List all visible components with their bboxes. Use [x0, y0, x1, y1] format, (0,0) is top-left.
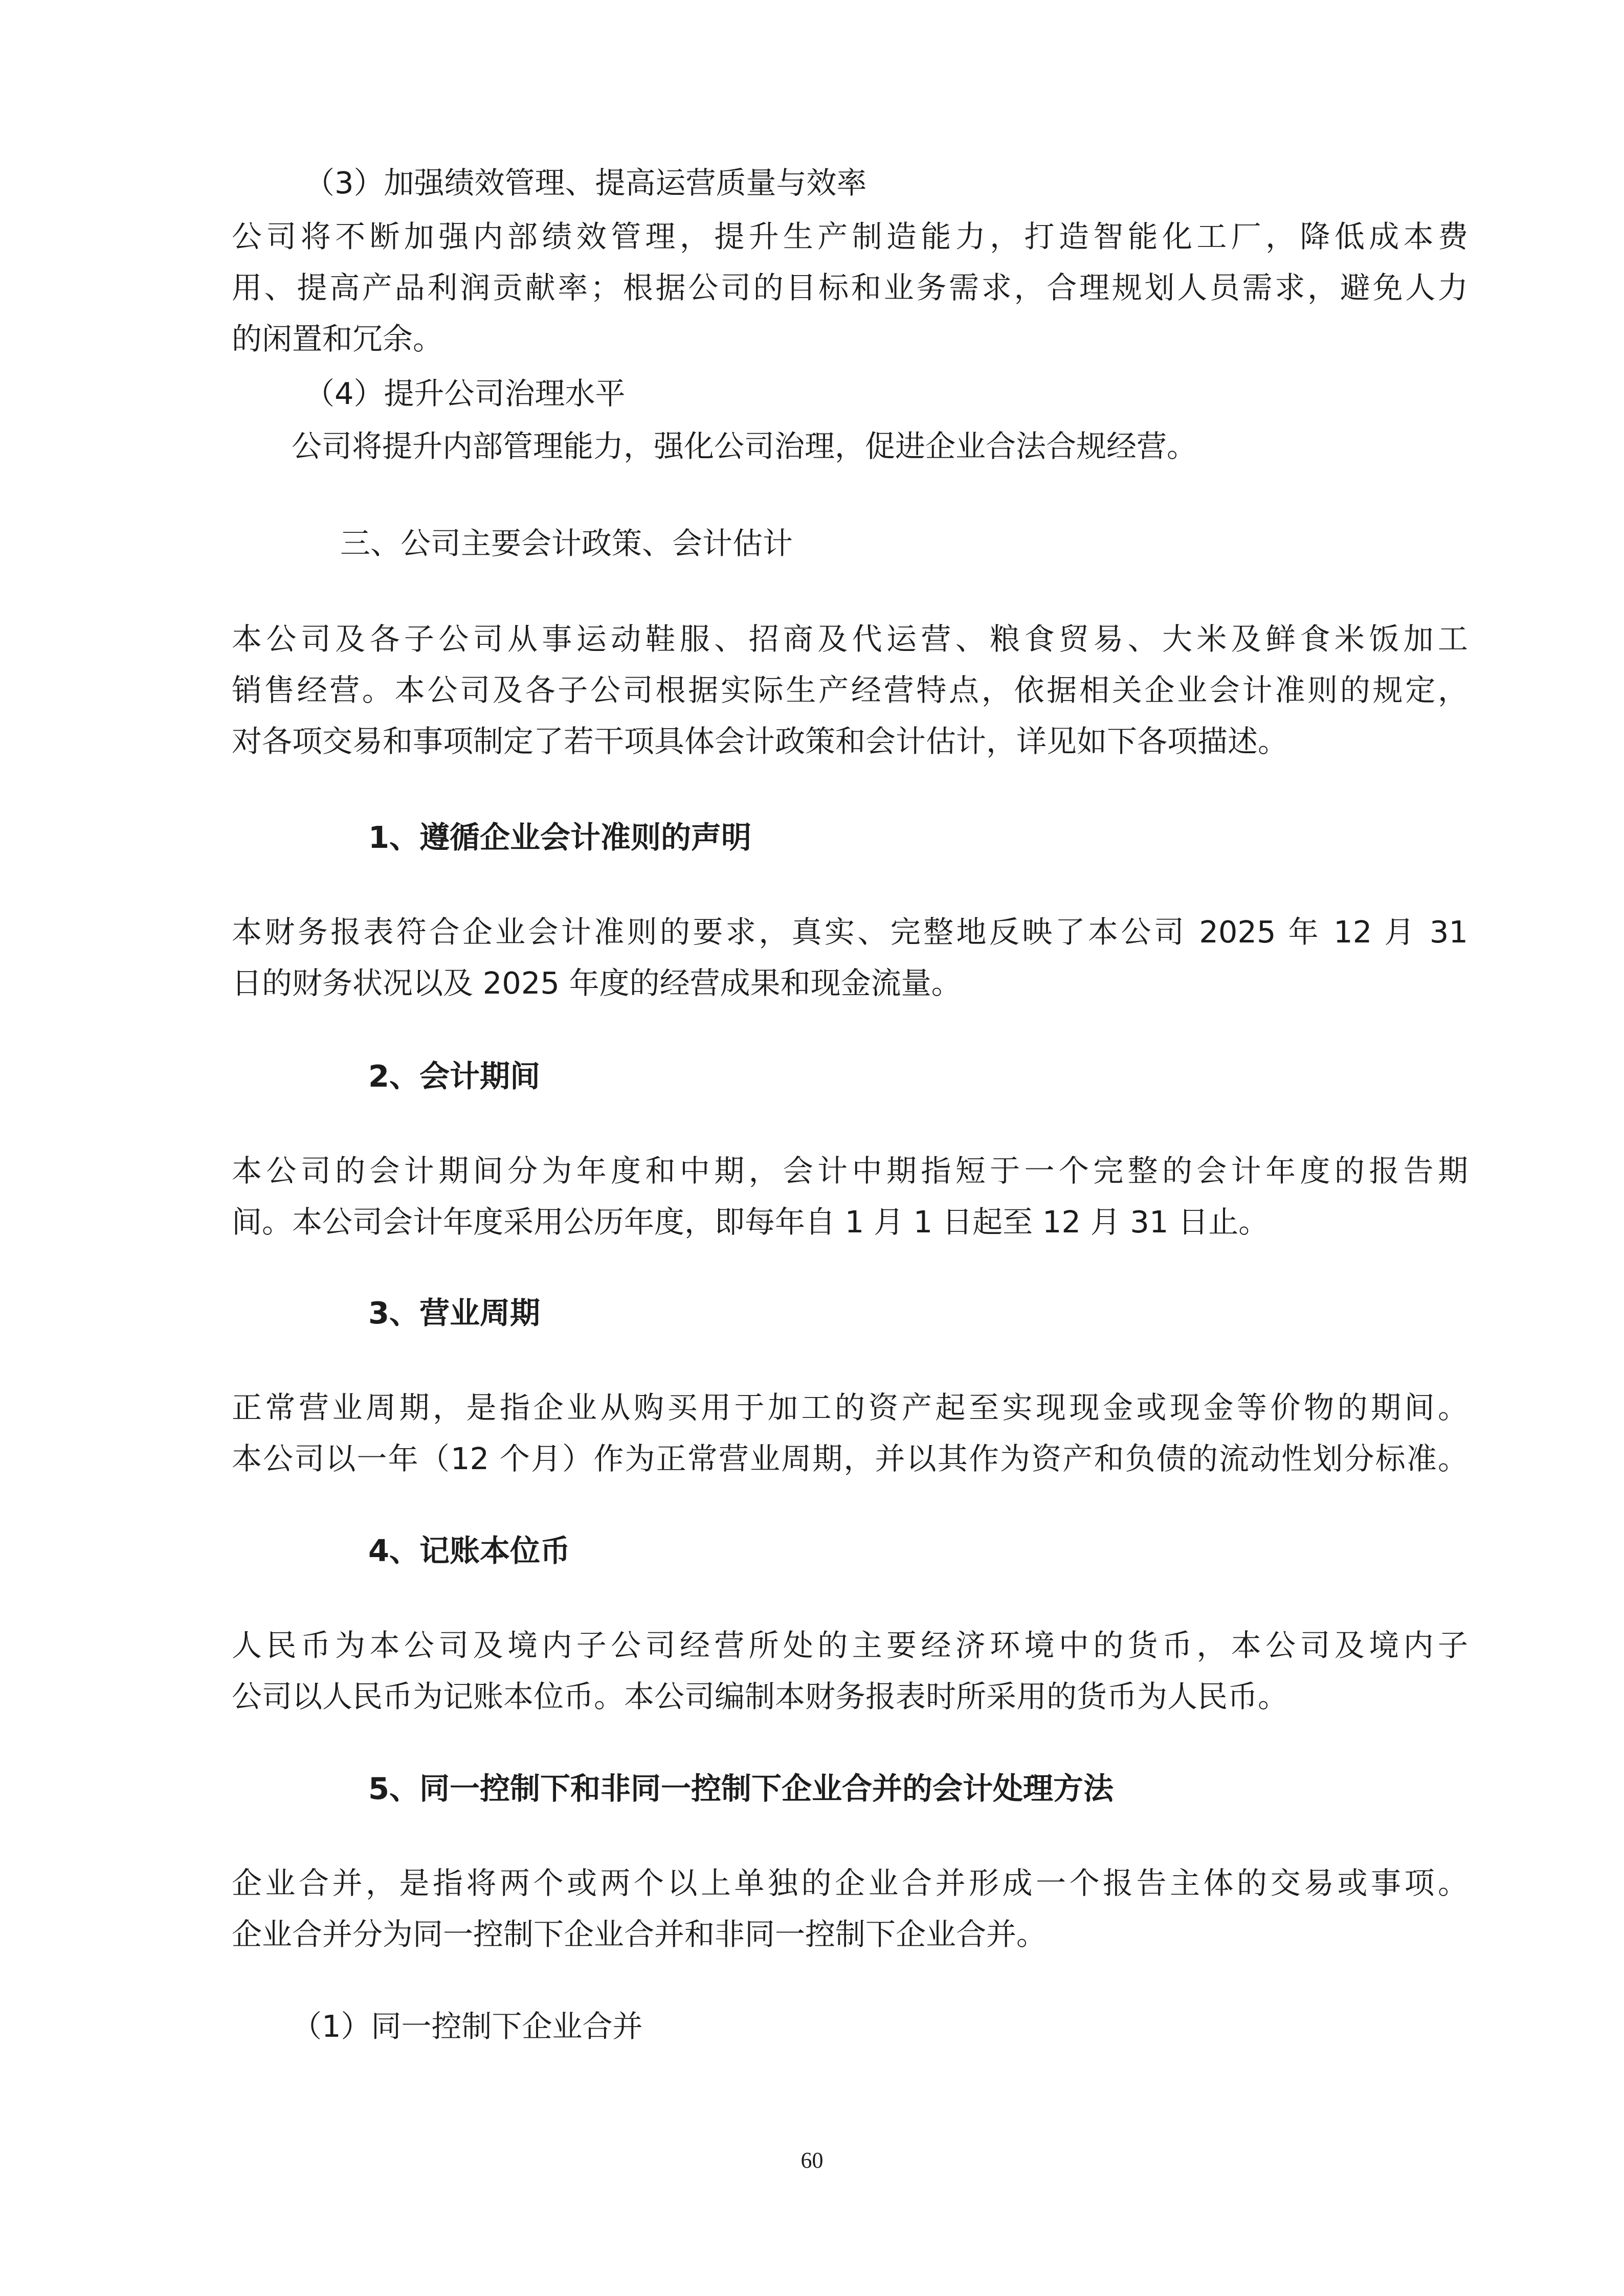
policy-5-line-1: 企业合并，是指将两个或两个以上单独的企业合并形成一个报告主体的交易或事项。 [232, 1865, 1468, 1901]
policy-2-line-2: 间。本公司会计年度采用公历年度，即每年自 1 月 1 日起至 12 月 31 日止。 [232, 1204, 1269, 1240]
item-3-line-1: 公司将不断加强内部绩效管理，提升生产制造能力，打造智能化工厂，降低成本费 [232, 219, 1468, 254]
page-number: 60 [800, 2148, 824, 2173]
policy-1-line-1: 本财务报表符合企业会计准则的要求，真实、完整地反映了本公司 2025 年 12 月 31 [232, 914, 1468, 950]
section-three-line-3: 对各项交易和事项制定了若干项具体会计政策和会计估计，详见如下各项描述。 [232, 724, 1288, 759]
policy-3-line-1: 正常营业周期，是指企业从购买用于加工的资产起至实现现金或现金等价物的期间。 [232, 1390, 1468, 1425]
policy-2-title: 2、会计期间 [368, 1059, 541, 1094]
item-3-line-3: 的闲置和冗余。 [232, 321, 443, 356]
policy-4-line-2: 公司以人民币为记账本位币。本公司编制本财务报表时所采用的货币为人民币。 [232, 1679, 1288, 1714]
item-4-line-1: 公司将提升内部管理能力，强化公司治理，促进企业合法合规经营。 [292, 429, 1197, 464]
policy-5-title: 5、同一控制下和非同一控制下企业合并的会计处理方法 [368, 1771, 1114, 1806]
item-4-heading: （4）提升公司治理水平 [304, 376, 626, 411]
policy-1-line-2: 日的财务状况以及 2025 年度的经营成果和现金流量。 [232, 965, 962, 1001]
section-three-line-2: 销售经营。本公司及各子公司根据实际生产经营特点，依据相关企业会计准则的规定， [232, 672, 1468, 708]
policy-3-line-2: 本公司以一年（12 个月）作为正常营业周期，并以其作为资产和负债的流动性划分标准。 [232, 1441, 1468, 1476]
item-3-heading: （3）加强绩效管理、提高运营质量与效率 [304, 165, 867, 200]
section-three-line-1: 本公司及各子公司从事运动鞋服、招商及代运营、粮食贸易、大米及鲜食米饭加工 [232, 621, 1468, 657]
policy-1-title: 1、遵循企业会计准则的声明 [368, 820, 752, 855]
policy-5-subheading: （1）同一控制下企业合并 [292, 2009, 643, 2044]
policy-3-title: 3、营业周期 [368, 1295, 541, 1331]
section-three-title: 三、公司主要会计政策、会计估计 [340, 526, 793, 561]
policy-5-line-2: 企业合并分为同一控制下企业合并和非同一控制下企业合并。 [232, 1917, 1047, 1952]
item-3-line-2: 用、提高产品利润贡献率；根据公司的目标和业务需求，合理规划人员需求，避免人力 [232, 270, 1468, 305]
policy-4-line-1: 人民币为本公司及境内子公司经营所处的主要经济环境中的货币，本公司及境内子 [232, 1628, 1468, 1663]
policy-2-line-1: 本公司的会计期间分为年度和中期，会计中期指短于一个完整的会计年度的报告期 [232, 1153, 1468, 1188]
policy-4-title: 4、记账本位币 [368, 1533, 571, 1568]
